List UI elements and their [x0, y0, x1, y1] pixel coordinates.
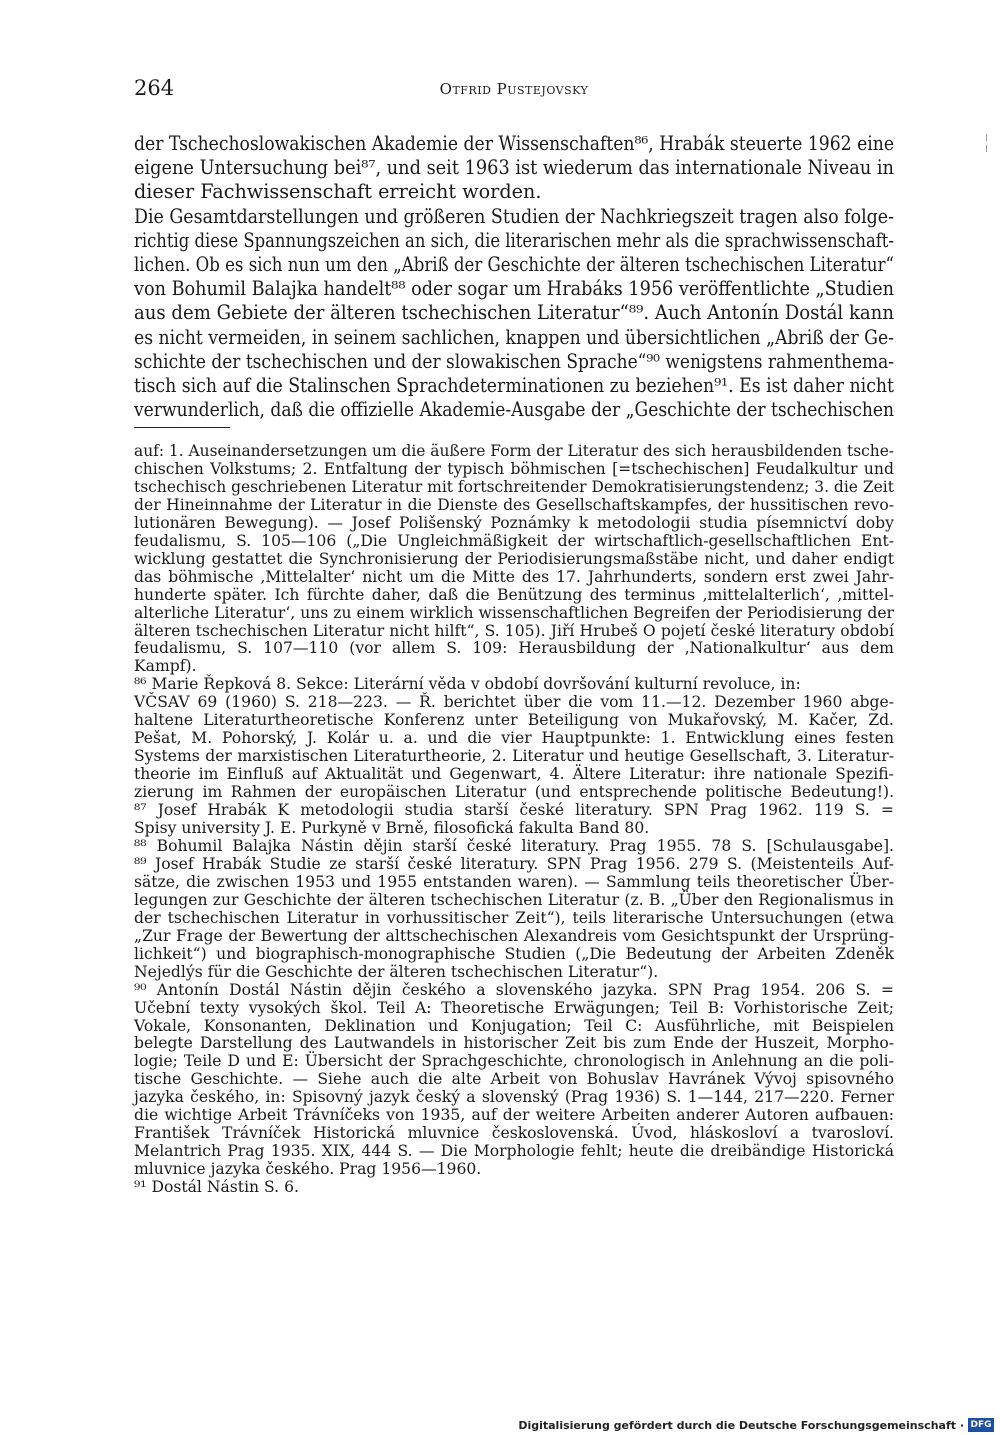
body-line: eigene Untersuchung bei⁸⁷, und seit 1963 ist wiederum das internationale Niveau in [134, 156, 894, 180]
footnote-line: ⁹⁰ Antonín Dostál Nástin dějin českého a slovenského jazyka. SPN Prag 1954. 206 S. = [134, 980, 894, 999]
footnote-line: Pešat, M. Pohorský, J. Kolár u. a. und die vier Hauptpunkte: 1. Entwicklung eines festen [134, 729, 895, 748]
body-line: der Tschechoslowakischen Akademie der Wissenschaften⁸⁶, Hrabák steuerte 1962 eine [134, 132, 895, 155]
footnote-line: ⁹¹ Dostál Nástin S. 6. [134, 1178, 299, 1197]
footnote-divider [134, 427, 230, 428]
footnote-line: haltene Literaturtheoretische Konferenz unter Beteiligung von Mukařovský, M. Kačer, Zd. [134, 711, 895, 730]
footnote-line: tische Geschichte. — Siehe auch die alte Arbeit von Bohuslav Havránek Vývoj spisovného [134, 1070, 894, 1089]
body-line: dieser Fachwissenschaft erreicht worden. [134, 180, 542, 204]
footnote-line: sätze, die zwischen 1953 und 1955 entstanden waren). — Sammlung teils theoretischer Über- [134, 872, 894, 891]
footnote-line: legungen zur Geschichte der älteren tschechischen Literatur (z. B. „Über den Regionalismus in [134, 890, 894, 909]
body-line: es nicht vermeiden, in seinem sachlichen, knappen und übersichtlichen „Abriß der Ge- [134, 325, 894, 349]
body-line: tisch sich auf die Stalinschen Sprachdeterminationen zu beziehen⁹¹. Es ist daher nicht [134, 374, 895, 398]
body-line: richtig diese Spannungszeichen an sich, die literarischen mehr als die sprachwissenschaft- [134, 228, 894, 252]
footnote-line: ⁸⁶ Marie Řepková 8. Sekce: Literární věda v období dovršování kulturní revoluce, in: [134, 675, 801, 694]
footnote-line: Učební texty vysokých škol. Teil A: Theoretische Erwägungen; Teil B: Vorhistorische Zeit; [134, 998, 894, 1017]
digitization-footer [0, 1417, 1000, 1435]
footnote-line: feudalismu, S. 107—110 (vor allem S. 109: Herausbildung der ‚Nationalkultur‘ aus dem [134, 639, 894, 658]
footnote-line: feudalismu, S. 105—106 („Die Ungleichmäßigkeit der wirtschaftlich-gesellschaftlichen Ent- [134, 531, 894, 550]
body-line: schichte der tschechischen und der slowakischen Sprache“⁹⁰ wenigstens rahmenthema- [134, 349, 895, 373]
footnote-line: die wichtige Arbeit Trávníčeks von 1935, auf der weitere Arbeiten anderer Autoren aufbauen: [134, 1106, 895, 1125]
dfg-logo: DFG [968, 1418, 994, 1432]
footnote-line: Kampf). [134, 657, 197, 676]
footnote-line: zierung im Rahmen der europäischen Literatur (und entsprechende politische Bedeutung!). [134, 783, 895, 802]
body-line: aus dem Gebiete der älteren tschechischen Literatur“⁸⁹. Auch Antonín Dostál kann [134, 301, 894, 325]
footnote-line: mluvnice jazyka českého. Prag 1956—1960. [134, 1160, 482, 1179]
footnote-line: jazyka českého, in: Spisovný jazyk český a slovenský (Prag 1936) S. 1—144, 217—220. Ferner [134, 1088, 894, 1107]
footnote-line: VČSAV 69 (1960) S. 218—223. — Ř. berichtet über die vom 11.—12. Dezember 1960 abge- [134, 693, 894, 712]
footnote-line: wicklung gestattet die Synchronisierung der Periodisierungsmaßstäbe nicht, und daher endigt [134, 549, 895, 568]
footnotes [134, 443, 894, 1197]
footnote-line: theorie im Einfluß auf Aktualität und Gegenwart, 4. Ältere Literatur: ihre nationale Spezifi- [134, 765, 894, 784]
footnote-line: Systems der marxistischen Literaturtheorie, 2. Literatur und heutige Gesellschaft, 3. Literatur- [134, 747, 894, 766]
footnote-line: František Trávníček Historická mluvnice československá. Úvod, hláskosloví a tvarosloví. [134, 1124, 895, 1143]
footnote-line: das böhmische ‚Mittelalter‘ nicht um die Mitte des 17. Jahrhunderts, sondern erst zwei Jahr- [134, 567, 894, 586]
page-header [134, 76, 894, 106]
footnote-line: belegte Darstellung des Lautwandels in historischer Zeit bis zum Ende der Huszeit, Morpho- [134, 1034, 895, 1053]
footnote-line: der Hineinnahme der Literatur in die Dienste des Gesellschaftskampfes, der hussitischen revo- [134, 495, 895, 514]
footnote-line: tschechisch geschriebenen Literatur mit fortschreitender Demokratisierungstendenz; 3. die Zeit [134, 477, 894, 496]
footnote-line: der tschechischen Literatur in vorhussitischer Zeit“), teils literarische Untersuchungen (etwa [134, 908, 895, 927]
footnote-line: logie; Teile D und E: Übersicht der Sprachgeschichte, chronologisch in Anlehnung an die poli- [134, 1052, 894, 1071]
running-title: Otfrid Pustejovsky [439, 80, 589, 98]
footnote-line: chischen Volkstums; 2. Entfaltung der typisch böhmischen [=tschechischen] Feudalkultur und [134, 459, 894, 478]
footnote-line: Nejedlýs für die Geschichte der älteren tschechischen Literatur“). [134, 962, 659, 981]
footnote-line: älteren tschechischen Literatur nicht hilft“, S. 105). Jiří Hrubeš O pojetí české literatury období [134, 621, 895, 640]
funding-note: Digitalisierung gefördert durch die Deutsche Forschungsgemeinschaft · [518, 1419, 964, 1432]
body-line: Die Gesamtdarstellungen und größeren Studien der Nachkriegszeit tragen also folge- [134, 204, 895, 228]
footnote-line: hunderte später. Ich fürchte daher, daß die Benützung des terminus ‚mittelalterlich‘, ‚mittel- [134, 585, 894, 604]
footnote-line: ⁸⁹ Josef Hrabák Studie ze starší české literatury. SPN Prag 1956. 279 S. (Meistenteils Auf- [134, 854, 895, 873]
footnote-line: ⁸⁸ Bohumil Balajka Nástin dějin starší české literatury. Prag 1955. 78 S. [Schulausgabe]. [134, 836, 894, 855]
footnote-line: auf: 1. Auseinandersetzungen um die äußere Form der Literatur des sich herausbildenden tsche- [134, 442, 895, 460]
footnote-line: ⁸⁷ Josef Hrabák K metodologii studia starší české literatury. SPN Prag 1962. 119 S. = [134, 801, 894, 820]
footnote-line: alterliche Literatur‘, uns zu einem wirklich wissenschaftlichen Begreifen der Periodisierung der [134, 603, 895, 622]
footnote-line: „Zur Frage der Bewertung der alttschechischen Alexandreis vom Gesichtspunkt der Ursprüng- [134, 926, 894, 945]
margin-marks [985, 134, 989, 164]
footnote-line: lutionären Bewegung). — Josef Polišenský Poznámky k metodologii studia písemnictví doby [134, 513, 894, 532]
footnote-line: lichkeit“) und biographisch-monographische Studien („Die Bedeutung der Arbeiten Zdeněk [134, 944, 895, 963]
footnote-line: Vokale, Konsonanten, Deklination und Konjugation; Teil C: Ausführliche, mit Beispielen [134, 1016, 895, 1035]
footnote-line: Spisy university J. E. Purkyně v Brně, filosofická fakulta Band 80. [134, 819, 650, 838]
page-number: 264 [134, 76, 175, 100]
footnote-line: Melantrich Prag 1935. XIX, 444 S. — Die Morphologie fehlt; heute die dreibändige Historická [134, 1142, 895, 1161]
body-line: lichen. Ob es sich nun um den „Abriß der Geschichte der älteren tschechischen Literatur“ [134, 253, 894, 277]
body-line: verwunderlich, daß die offizielle Akademie-Ausgabe der „Geschichte der tschechischen [134, 398, 895, 422]
body-text [134, 132, 894, 422]
body-line: von Bohumil Balajka handelt⁸⁸ oder sogar um Hrabáks 1956 veröffentlichte „Studien [134, 277, 895, 301]
